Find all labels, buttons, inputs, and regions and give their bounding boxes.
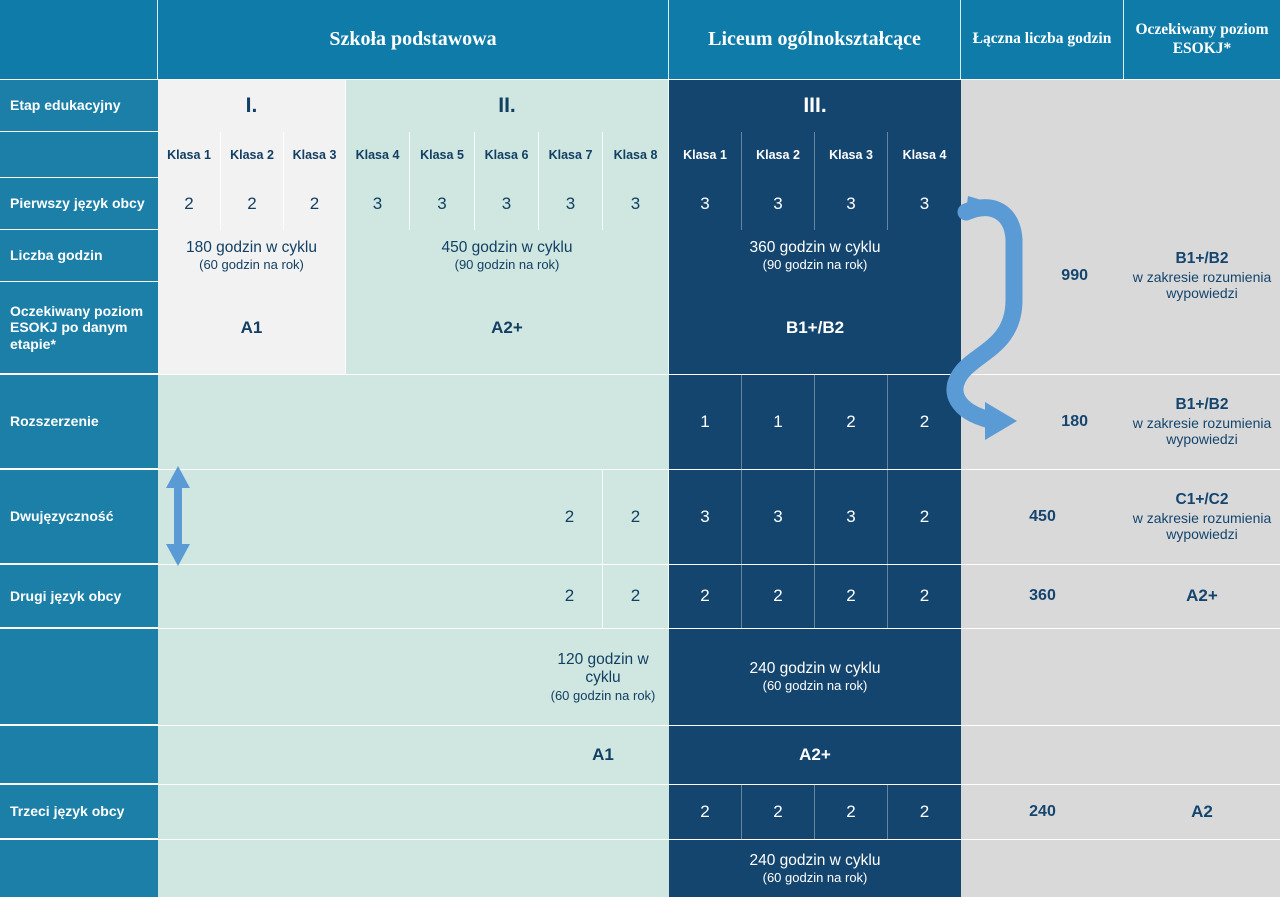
extension-esokj-level: B1+/B2 [1175, 396, 1229, 414]
second-lang-p2-8: 2 [603, 565, 669, 628]
level-stage3: B1+/B2 [669, 282, 961, 374]
class-s-4: Klasa 4 [888, 132, 961, 178]
first-lang-hours-stage1 [158, 230, 346, 282]
first-lang-hours-stage2-main: 450 godzin w cyklu [441, 239, 573, 257]
first-lang-p1-2: 2 [221, 178, 284, 230]
first-lang-p2-4: 3 [346, 178, 410, 230]
second-lang-hours-primary-blank [158, 629, 537, 725]
header-total-hours: Łączna liczba godzin [961, 0, 1124, 79]
first-lang-total-hours [961, 178, 1124, 374]
second-lang-level-stage2: A1 [537, 726, 669, 784]
first-lang-s-3: 3 [815, 178, 888, 230]
third-lang-s-1: 2 [669, 785, 742, 839]
second-lang-primary-blank [158, 565, 537, 628]
bilingual-s-1: 3 [669, 470, 742, 564]
second-lang-total-hours: 360 [961, 565, 1124, 628]
bilingual-p2-8: 2 [603, 470, 669, 564]
stage-total-blank [961, 80, 1124, 132]
class-esokj-blank [1124, 132, 1280, 178]
first-lang-p1-1: 2 [158, 178, 221, 230]
class-p2-8: Klasa 8 [603, 132, 669, 178]
third-lang-hours-stage3-main: 240 godzin w cyklu [749, 851, 881, 869]
class-p2-6: Klasa 6 [475, 132, 539, 178]
rowlabel-third-language-hours-blank [0, 840, 158, 897]
third-lang-s-4: 2 [888, 785, 961, 839]
first-lang-hours-stage2 [346, 230, 669, 282]
extension-s-3: 2 [815, 375, 888, 469]
first-lang-hours-stage1-main: 180 godzin w cyklu [186, 239, 317, 257]
bilingual-s-4: 2 [888, 470, 961, 564]
third-lang-hours-primary-blank [158, 840, 669, 897]
first-lang-p2-8: 3 [603, 178, 669, 230]
extension-total-hours [961, 375, 1124, 469]
second-lang-hours-total-blank [961, 629, 1124, 725]
extension-total-value: 180 [1061, 412, 1088, 430]
first-lang-hours-stage1-sub: (60 godzin na rok) [199, 257, 304, 273]
level-stage2: A2+ [346, 282, 669, 374]
second-lang-hours-esokj-blank [1124, 629, 1280, 725]
level-stage1: A1 [158, 282, 346, 374]
rowlabel-third-language: Trzeci język obcy [0, 785, 158, 839]
class-p1-2: Klasa 2 [221, 132, 284, 178]
class-p2-7: Klasa 7 [539, 132, 603, 178]
second-lang-hours-stage3-main: 240 godzin w cyklu [749, 660, 881, 678]
first-lang-p2-7: 3 [539, 178, 603, 230]
first-lang-hours-stage3-sub: (90 godzin na rok) [762, 257, 868, 273]
extension-esokj [1124, 375, 1280, 469]
bilingual-esokj [1124, 470, 1280, 564]
bilingual-s-2: 3 [742, 470, 815, 564]
third-lang-hours-esokj-blank [1124, 840, 1280, 897]
bilingual-total-hours: 450 [961, 470, 1124, 564]
third-lang-s-3: 2 [815, 785, 888, 839]
second-lang-esokj: A2+ [1124, 565, 1280, 628]
bilingual-p2-7: 2 [537, 470, 603, 564]
rowlabel-second-language: Drugi język obcy [0, 565, 158, 628]
first-lang-p2-5: 3 [410, 178, 475, 230]
bilingual-esokj-level: C1+/C2 [1175, 491, 1229, 509]
second-lang-hours-stage2-main: 120 godzin w cyklu [557, 651, 649, 687]
first-lang-hours-stage3-main: 360 godzin w cyklu [749, 239, 881, 257]
class-p2-4: Klasa 4 [346, 132, 410, 178]
rowlabel-second-language-level-blank [0, 726, 158, 784]
first-lang-esokj-note: w zakresie rozumienia wypowiedzi [1132, 268, 1272, 302]
rowlabel-expected-level-stage: Oczekiwany poziom ESOKJ po danym etapie* [0, 282, 158, 374]
first-lang-s-2: 3 [742, 178, 815, 230]
header-corner-blank [0, 0, 158, 79]
second-lang-p2-7: 2 [537, 565, 603, 628]
second-lang-hours-stage3 [669, 629, 961, 725]
extension-s-2: 1 [742, 375, 815, 469]
second-lang-level-esokj-blank [1124, 726, 1280, 784]
bilingual-primary-blank [158, 470, 537, 564]
rowlabel-extension: Rozszerzenie [0, 375, 158, 469]
third-lang-hours-total-blank [961, 840, 1124, 897]
bilingual-esokj-note: w zakresie rozumienia wypowiedzi [1132, 509, 1272, 543]
second-lang-level-stage3: A2+ [669, 726, 961, 784]
second-lang-s-1: 2 [669, 565, 742, 628]
first-lang-s-4: 3 [888, 178, 961, 230]
class-s-1: Klasa 1 [669, 132, 742, 178]
rowlabel-hours: Liczba godzin [0, 230, 158, 282]
second-lang-level-total-blank [961, 726, 1124, 784]
class-p1-3: Klasa 3 [284, 132, 346, 178]
rowlabel-first-language: Pierwszy język obcy [0, 178, 158, 230]
second-lang-s-3: 2 [815, 565, 888, 628]
stage-two: II. [346, 80, 669, 132]
first-lang-s-1: 3 [669, 178, 742, 230]
third-lang-s-2: 2 [742, 785, 815, 839]
class-total-blank [961, 132, 1124, 178]
stage-esokj-blank [1124, 80, 1280, 132]
second-lang-hours-stage2-sub: (60 godzin na rok) [550, 687, 656, 703]
class-p1-1: Klasa 1 [158, 132, 221, 178]
first-lang-hours-stage3 [669, 230, 961, 282]
third-lang-hours-stage3 [669, 840, 961, 897]
second-lang-hours-stage3-sub: (60 godzin na rok) [762, 678, 868, 694]
class-s-2: Klasa 2 [742, 132, 815, 178]
third-lang-esokj: A2 [1124, 785, 1280, 839]
third-lang-hours-stage3-sub: (60 godzin na rok) [762, 869, 868, 885]
class-p2-5: Klasa 5 [410, 132, 475, 178]
rowlabel-second-language-hours-blank [0, 629, 158, 725]
stage-one: I. [158, 80, 346, 132]
header-primary-school: Szkoła podstawowa [158, 0, 669, 79]
extension-primary-blank [158, 375, 669, 469]
first-lang-p2-6: 3 [475, 178, 539, 230]
bilingual-s-3: 3 [815, 470, 888, 564]
first-lang-p1-3: 2 [284, 178, 346, 230]
header-secondary-school: Liceum ogólnokształcące [669, 0, 961, 79]
third-lang-total-hours: 240 [961, 785, 1124, 839]
rowlabel-class-blank [0, 132, 158, 178]
rowlabel-bilingual: Dwujęzyczność [0, 470, 158, 564]
first-lang-esokj [1124, 178, 1280, 374]
header-expected-level: Oczekiwany poziom ESOKJ* [1124, 0, 1280, 79]
second-lang-hours-stage2 [537, 629, 669, 725]
extension-esokj-note: w zakresie rozumienia wypowiedzi [1132, 414, 1272, 448]
stage-three: III. [669, 80, 961, 132]
class-s-3: Klasa 3 [815, 132, 888, 178]
rowlabel-stage: Etap edukacyjny [0, 80, 158, 132]
extension-s-1: 1 [669, 375, 742, 469]
first-lang-total-value: 990 [1061, 266, 1088, 284]
second-lang-level-primary-blank [158, 726, 537, 784]
first-lang-hours-stage2-sub: (90 godzin na rok) [454, 257, 560, 273]
extension-s-4: 2 [888, 375, 961, 469]
second-lang-s-2: 2 [742, 565, 815, 628]
first-lang-esokj-level: B1+/B2 [1175, 250, 1229, 268]
second-lang-s-4: 2 [888, 565, 961, 628]
third-lang-primary-blank [158, 785, 669, 839]
